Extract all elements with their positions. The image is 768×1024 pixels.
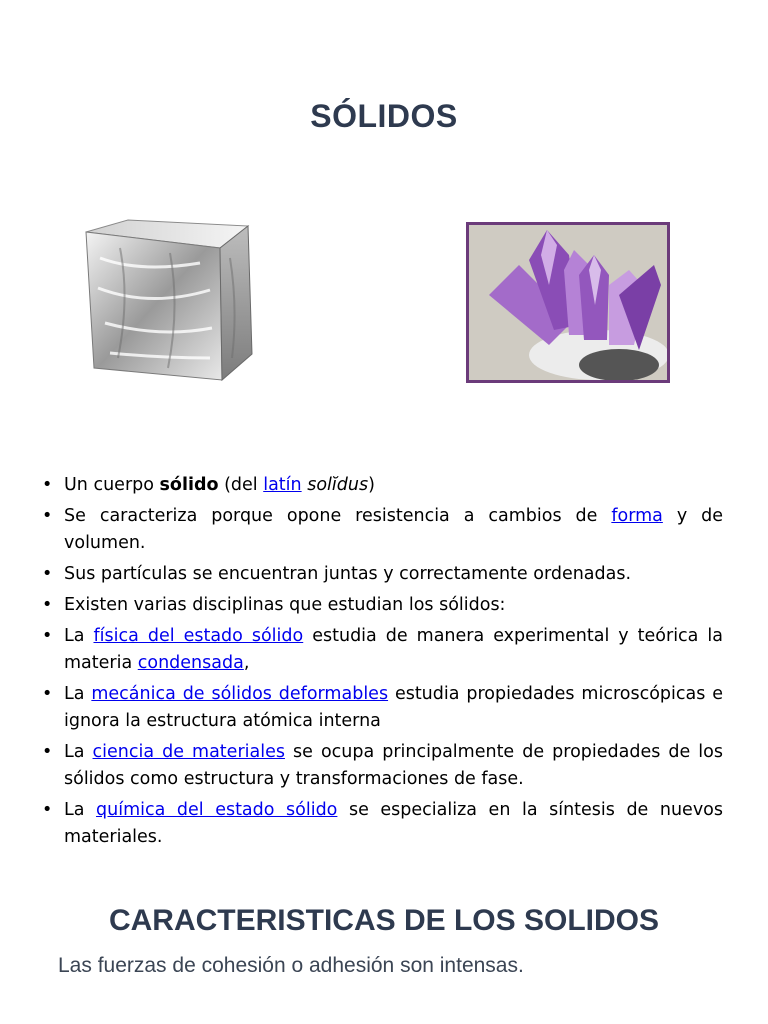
ice-cube-image [80, 218, 270, 390]
link-quimica-estado-solido[interactable]: química del estado sólido [96, 800, 338, 820]
list-item: • Se caracteriza porque opone resistencia a cambios de forma y de volumen. [40, 503, 723, 557]
bullet-list [40, 472, 723, 855]
link-mecanica-solidos[interactable]: mecánica de sólidos deformables [91, 684, 389, 704]
list-item: • Existen varias disciplinas que estudian los sólidos: [40, 592, 723, 619]
amethyst-crystal-image [466, 222, 670, 383]
list-item: • La química del estado sólido se especializa en la síntesis de nuevos materiales. [40, 797, 723, 851]
link-fisica-estado-solido[interactable]: física del estado sólido [93, 626, 304, 646]
list-item: • La mecánica de sólidos deformables estudia propiedades microscópicas e ignora la estructura atómica interna [40, 681, 723, 735]
link-ciencia-materiales[interactable]: ciencia de materiales [92, 742, 285, 762]
section-heading: CARACTERISTICAS DE LOS SOLIDOS [108, 904, 660, 937]
list-item: • La física del estado sólido estudia de manera experimental y teórica la materia condensada, [40, 623, 723, 677]
list-item: • La ciencia de materiales se ocupa principalmente de propiedades de los sólidos como estructura y transformaciones de fase. [40, 739, 723, 793]
link-latin[interactable]: latín [263, 475, 302, 495]
page-title: SÓLIDOS [310, 98, 458, 134]
link-condensada[interactable]: condensada [137, 653, 244, 673]
link-forma[interactable]: forma [611, 506, 663, 526]
list-item: • Un cuerpo sólido (del latín solĭdus) [40, 472, 723, 499]
section-text: Las fuerzas de cohesión o adhesión son intensas. [58, 954, 524, 977]
list-item: • Sus partículas se encuentran juntas y correctamente ordenadas. [40, 561, 723, 588]
